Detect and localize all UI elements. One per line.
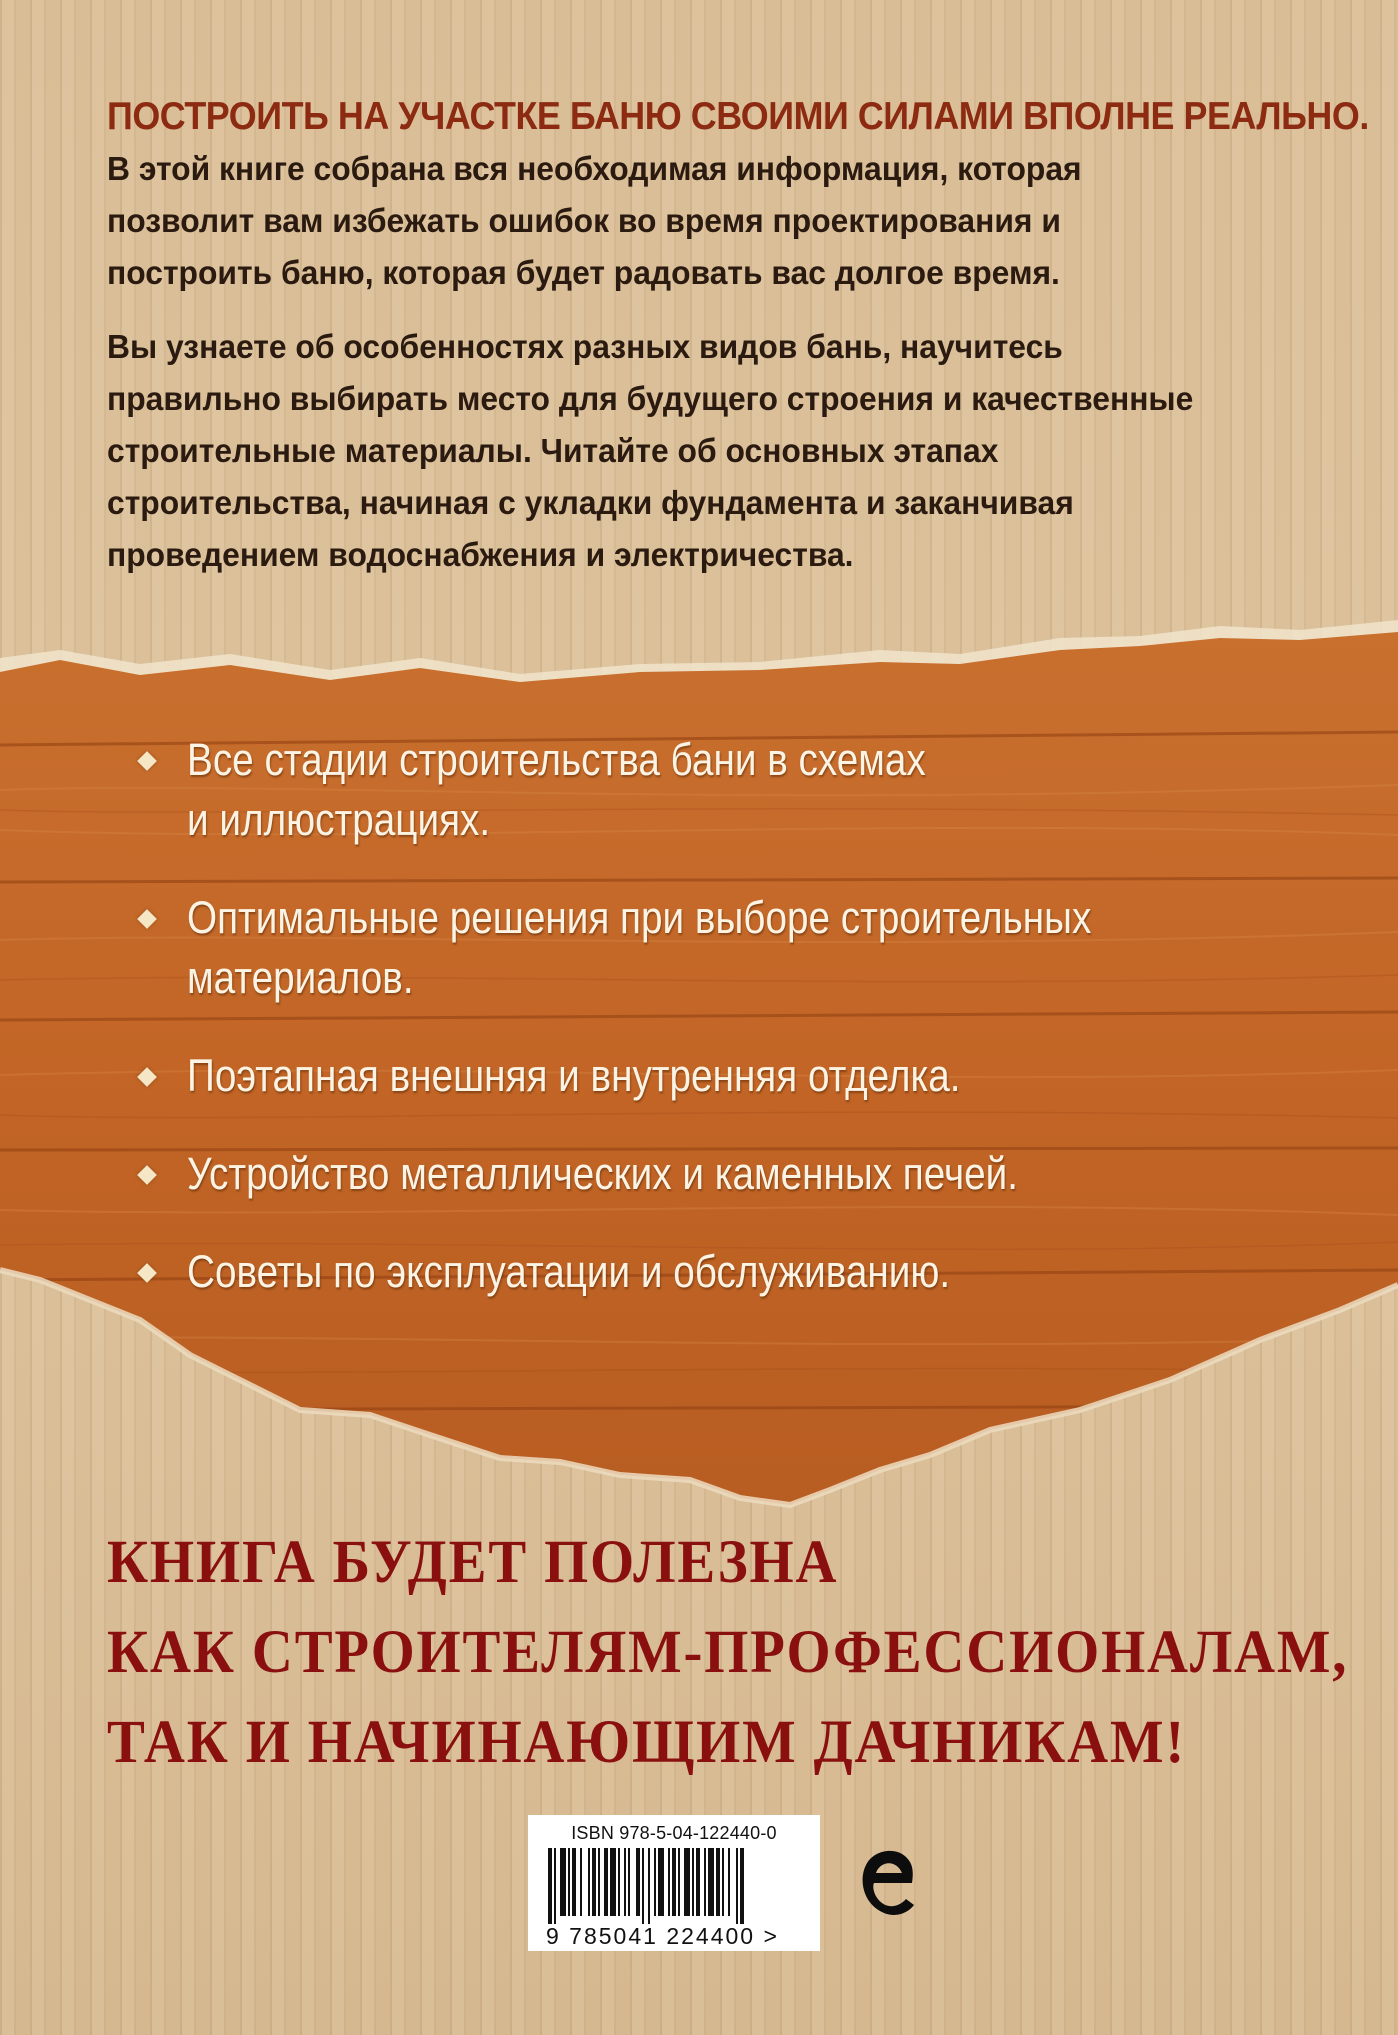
diamond-bullet-icon <box>137 1165 157 1185</box>
feature-item <box>140 1046 1320 1106</box>
feature-text: Советы по эксплуатации и обслуживанию. <box>187 1246 951 1297</box>
isbn-barcode-block <box>528 1815 820 1951</box>
feature-item <box>140 730 1320 850</box>
diamond-bullet-icon <box>137 909 157 929</box>
closing-statement <box>107 1518 1357 1788</box>
feature-text: Оптимальные решения при выборе строительных материалов. <box>187 892 1092 1003</box>
diamond-bullet-icon <box>137 1263 157 1283</box>
diamond-bullet-icon <box>137 751 157 771</box>
closing-line-3: ТАК И НАЧИНАЮЩИМ ДАЧНИКАМ! <box>107 1709 1187 1776</box>
feature-list <box>140 730 1320 1340</box>
barcode-digits: 9 785041 224400 > <box>546 1923 779 1949</box>
feature-text: Все стадии строительства бани в схемах и иллюстрациях. <box>187 734 926 845</box>
feature-item <box>140 1144 1320 1204</box>
diamond-bullet-icon <box>137 1067 157 1087</box>
feature-item <box>140 888 1320 1008</box>
closing-line-1: КНИГА БУДЕТ ПОЛЕЗНА <box>107 1529 839 1596</box>
barcode-icon <box>548 1848 803 1924</box>
feature-item <box>140 1242 1320 1302</box>
intro-paragraph-2: Вы узнаете об особенностях разных видов бань, научитесь правильно выбирать место для будущего строения и качественные строительные материалы. Читайте об основных этапах строительства, начиная с укладки фундамента и заканчивая проведением водоснабжения и электричества. <box>107 329 1194 574</box>
isbn-label: ISBN 978-5-04-122440-0 <box>571 1823 777 1843</box>
intro-section <box>107 92 1369 582</box>
intro-paragraph-1: В этой книге собрана вся необходимая информация, которая позволит вам избежать ошибок во время проектирования и построить баню, которая будет радовать вас долгое время. <box>107 151 1082 292</box>
publisher-logo-icon <box>856 1843 918 1923</box>
feature-text: Устройство металлических и каменных печей. <box>187 1148 1019 1199</box>
intro-headline: ПОСТРОИТЬ НА УЧАСТКЕ БАНЮ СВОИМИ СИЛАМИ ВПОЛНЕ РЕАЛЬНО. <box>107 95 1369 138</box>
closing-line-2: КАК СТРОИТЕЛЯМ-ПРОФЕССИОНАЛАМ, <box>107 1619 1349 1686</box>
feature-text: Поэтапная внешняя и внутренняя отделка. <box>187 1050 961 1101</box>
